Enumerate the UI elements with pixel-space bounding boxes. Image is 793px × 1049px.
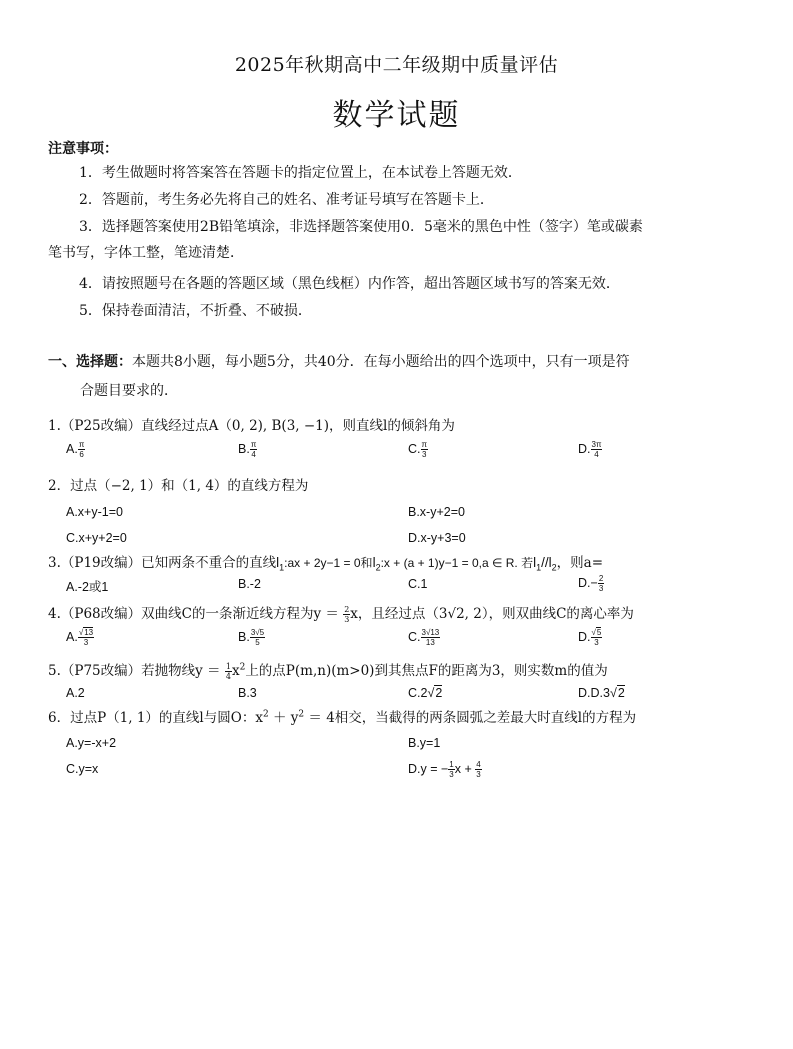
note-item-continued: 笔书写，字体工整，笔迹清楚． bbox=[48, 245, 244, 261]
exam-title: 2025年秋期高中二年级期中质量评估 bbox=[234, 54, 559, 76]
question-6-option-b: B.y=1 bbox=[408, 736, 441, 750]
question-6-option-c: C.y=x bbox=[66, 762, 99, 776]
note-item: 2．答题前，考生务必先将自己的姓名、准考证号填写在答题卡上． bbox=[79, 192, 494, 208]
question-4-option-c: C. $\frac{3√13}{13}$ bbox=[408, 628, 440, 647]
question-1-stem: 1.（P25改编）直线经过点A（0, 2), B(3, −1)，则直线l的倾斜角为 bbox=[48, 418, 455, 434]
question-5-option-a: A.2 bbox=[66, 686, 85, 700]
note-item: 5．保持卷面清洁，不折叠、不破损． bbox=[79, 303, 312, 319]
question-3-option-d: D.− $\frac{2}{3}$ bbox=[578, 574, 604, 593]
question-2-option-a: A.x+y-1=0 bbox=[66, 505, 123, 519]
question-2-option-c: C.x+y+2=0 bbox=[66, 531, 127, 545]
question-5-stem: 5.（P75改编）若抛物线y ＝ $\frac{1}{4}$ $x^2$上的点P(m,n)(m>0)到其焦点F的距离为3，则实数m的值为 bbox=[48, 662, 608, 681]
question-2-stem: 2．过点（−2, 1）和（1, 4）的直线方程为 bbox=[48, 478, 309, 494]
section-instructions-continued: 合题目要求的． bbox=[80, 383, 178, 399]
question-3-option-a: A.-2或1 bbox=[66, 580, 109, 594]
note-item: 3．选择题答案使用2B铅笔填涂，非选择题答案使用0．5毫米的黑色中性（签字）笔或碳素 bbox=[79, 219, 643, 235]
question-5-option-b: B.3 bbox=[238, 686, 257, 700]
question-6-option-d: D.y = − $\frac{1}{3}$ x + $\frac{4}{3}$ bbox=[408, 760, 481, 779]
notes-heading: 注意事项： bbox=[48, 141, 118, 157]
question-1-option-d: D. $\frac{3\pi}{4}$ bbox=[578, 440, 602, 459]
question-4-option-b: B. $\frac{3√5}{5}$ bbox=[238, 628, 265, 647]
question-5-option-d: D.D.3√2 bbox=[578, 686, 625, 700]
question-2-option-b: B.x-y+2=0 bbox=[408, 505, 465, 519]
section-label: 一、选择题： bbox=[48, 354, 132, 370]
question-2-option-d: D.x-y+3=0 bbox=[408, 531, 466, 545]
question-4-option-d: D. $\frac{√5}{3}$ bbox=[578, 628, 602, 647]
question-3-stem: 3.（P19改编）已知两条不重合的直线$l_1:ax + 2y-1 = 0$和$l_2:x + (a + 1)y-1 = 0,a$ ∈ R. 若$l_1//l_2$，则a= bbox=[48, 555, 604, 573]
note-item: 4．请按照题号在各题的答题区域（黑色线框）内作答，超出答题区域书写的答案无效． bbox=[79, 276, 620, 292]
question-6-stem: 6．过点P（1, 1）的直线l与圆O：$x^2 + y^2 = 4$相交，当截得的两条圆弧之差最大时直线l的方程为 bbox=[48, 709, 637, 726]
question-3-option-c: C.1 bbox=[408, 577, 428, 591]
section-heading bbox=[48, 348, 718, 377]
question-1-option-b: B. $\frac{\pi}{4}$ bbox=[238, 440, 257, 459]
question-4-option-a: A. $\frac{√13}{3}$ bbox=[66, 628, 94, 647]
exam-subject-title: 数学试题 bbox=[332, 98, 461, 133]
note-item: 1．考生做题时将答案答在答题卡的指定位置上，在本试卷上答题无效． bbox=[79, 165, 522, 181]
question-1-option-c: C. $\frac{\pi}{3}$ bbox=[408, 440, 428, 459]
question-6-option-a: A.y=-x+2 bbox=[66, 736, 117, 750]
section-instructions: 本题共8小题，每小题5分，共40分．在每小题给出的四个选项中，只有一项是符 bbox=[132, 354, 630, 370]
question-4-stem: 4.（P68改编）双曲线C的一条渐近线方程为y ＝ $\frac{2}{3}$ x，且经过点（3√2, 2），则双曲线C的离心率为 bbox=[48, 605, 634, 624]
question-1-option-a: A. $\frac{\pi}{6}$ bbox=[66, 440, 85, 459]
question-5-option-c: C.2√2 bbox=[408, 686, 443, 700]
question-3-option-b: B.-2 bbox=[238, 577, 261, 591]
